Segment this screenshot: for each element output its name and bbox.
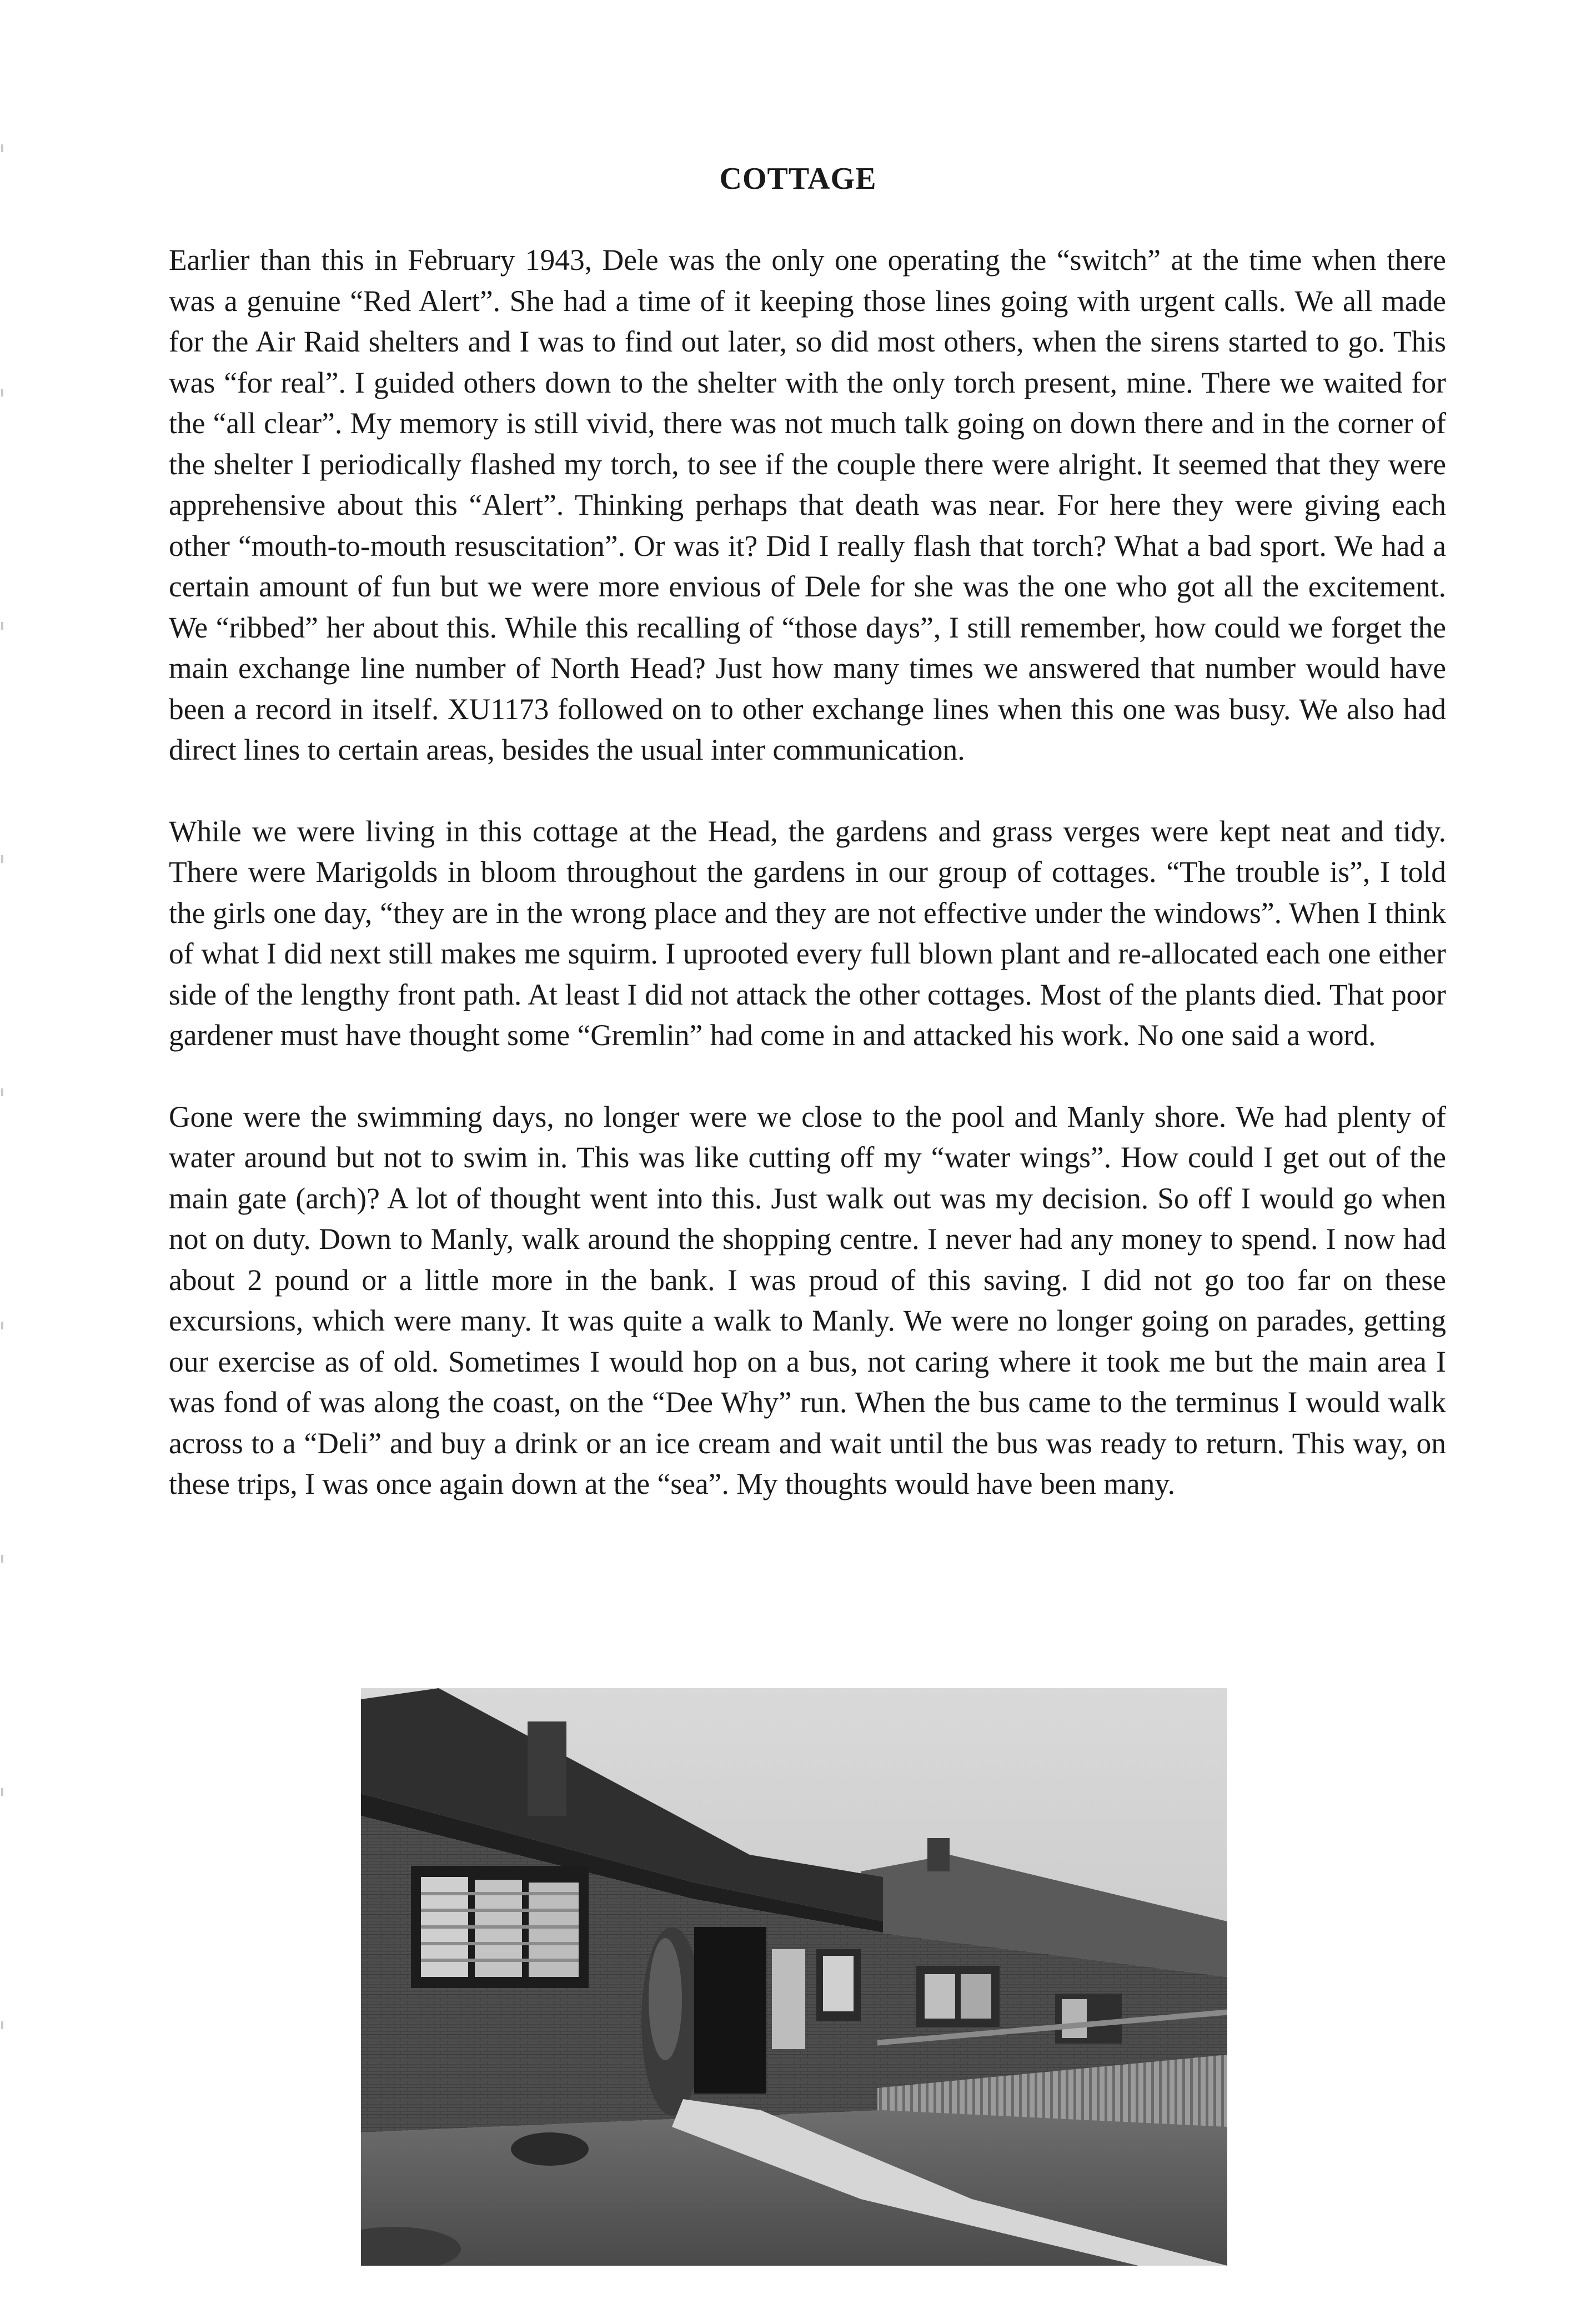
paragraph-1: Earlier than this in February 1943, Dele was the only one operating the “switch” at the time when there was a genuine “Red Alert”. She had a time of it keeping those lines going with urgent calls. We all made for the Air Raid shelters and I was to find out later, so did most others, when the sirens started to go. This was “for real”. I guided others down to the shelter with the only torch present, mine. There we waited for the “all clear”. My memory is still vivid, there was not much talk going on down there and in the corner of the shelter I periodically flashed my torch, to see if the couple there were alright. It seemed that they were apprehensive about this “Alert”. Thinking perhaps that death was near. For here they were giving each other “mouth-to-mouth resuscitation”. Or was it? Did I really flash that torch? What a bad sport. We had a certain amount of fun but we were more envious of Dele for she was the one who got all the excitement. We “ribbed” her about this. While this recalling of “those days”, I still remember, how could we forget the main exchange line number of North Head? Just how many times we answered that number would have been a record in itself. XU1173 followed on to other exchange lines when this one was busy. We also had direct lines to certain areas, besides the usual inter communication. xyxy=(169,243,1446,766)
paragraph-2: While we were living in this cottage at the Head, the gardens and grass verges were kept neat and tidy. There were Marigolds in bloom throughout the gardens in our group of cottages. “The trouble is”, I told the girls one day, “they are in the wrong place and they are not effective under the windows”. When I think of what I did next still makes me squirm. I uprooted every full blown plant and re-allocated each one either side of the lengthy front path. At least I did not attack the other cottages. Most of the plants died. That poor gardener must have thought some “Gremlin” had come in and attacked his work. No one said a word. xyxy=(169,814,1446,1052)
scan-edge-marks xyxy=(0,0,6,2319)
cottage-photo-drawing xyxy=(361,1688,1227,2266)
paragraph-3: Gone were the swimming days, no longer were we close to the pool and Manly shore. We had plenty of water around but not to swim in. This was like cutting off my “water wings”. How could I get out of the main gate (arch)? A lot of thought went into this. Just walk out was my decision. So off I would go when not on duty. Down to Manly, walk around the shopping centre. I never had any money to spend. I now had about 2 pound or a little more in the bank. I was proud of this saving. I did not go too far on these excursions, which were many. It was quite a walk to Manly. We were no longer going on parades, getting our exercise as of old. Sometimes I would hop on a bus, not caring where it took me but the main area I was fond of was along the coast, on the “Dee Why” run. When the bus came to the terminus I would walk across to a “Deli” and buy a drink or an ice cream and wait until the bus was ready to return. This way, on these trips, I was once again down at the “sea”. My thoughts would have been many. xyxy=(169,1100,1446,1500)
cottage-photo xyxy=(361,1688,1227,2266)
body-text xyxy=(169,240,1446,1545)
page-title: COTTAGE xyxy=(719,162,877,196)
